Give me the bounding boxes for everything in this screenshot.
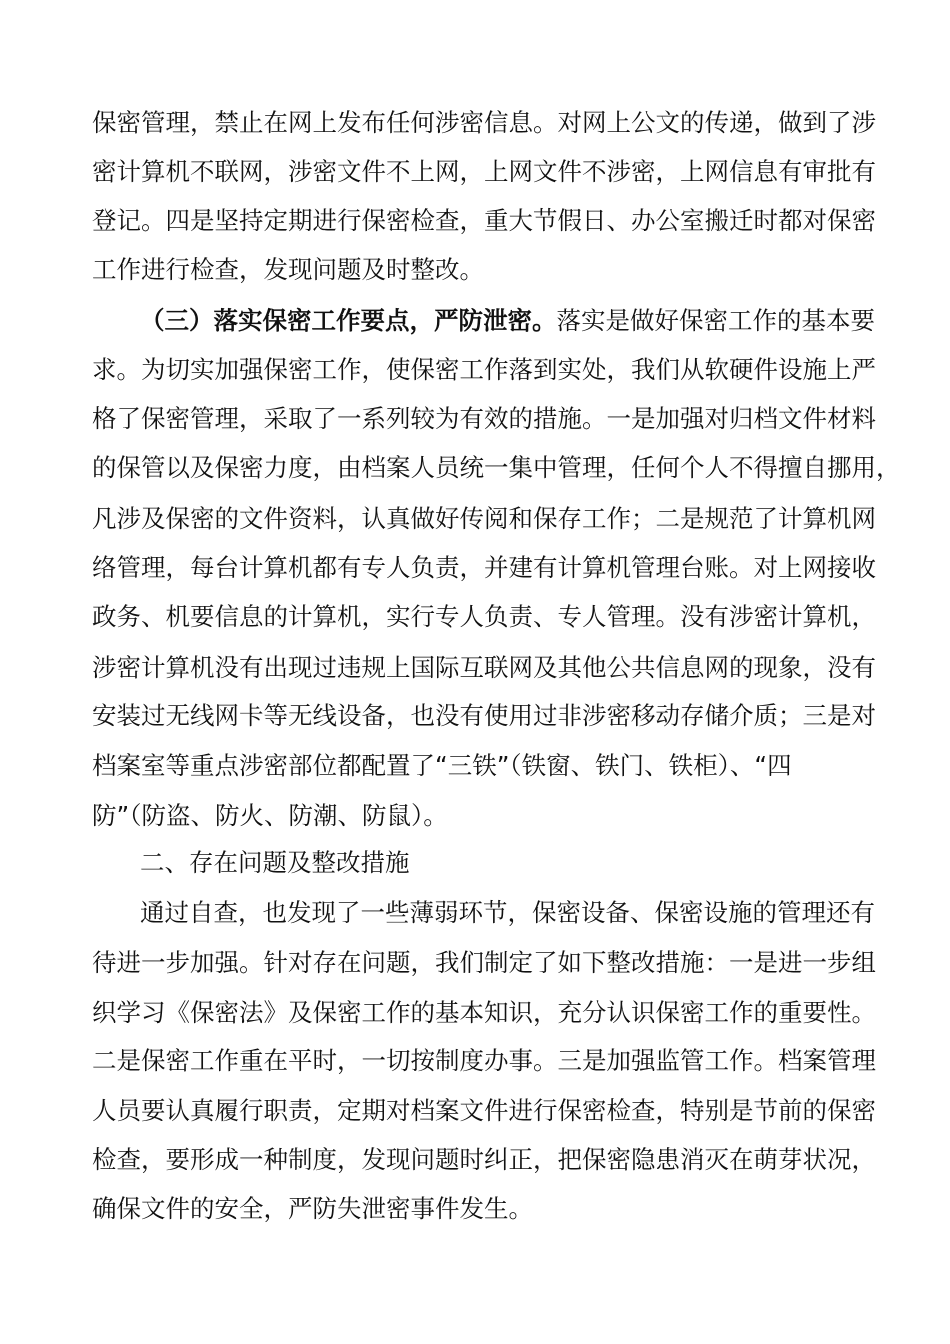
paragraph-line: 防”（防盗、防火、防潮、防鼠）。 <box>92 801 448 830</box>
paragraph-line: 人员要认真履行职责，定期对档案文件进行保密检查，特别是节前的保密 <box>92 1096 876 1125</box>
paragraph-line: 政务、机要信息的计算机，实行专人负责、专人管理。没有涉密计算机， <box>92 602 876 631</box>
paragraph-line: 二是保密工作重在平时，一切按制度办事。三是加强监管工作。档案管理 <box>92 1046 876 1075</box>
paragraph-line: 工作进行检查，发现问题及时整改。 <box>92 255 484 284</box>
paragraph-line: 凡涉及保密的文件资料，认真做好传阅和保存工作；二是规范了计算机网 <box>92 504 876 533</box>
section-heading: 二、存在问题及整改措施 <box>140 848 410 877</box>
paragraph-line: 登记。四是坚持定期进行保密检查，重大节假日、办公室搬迁时都对保密 <box>92 206 876 235</box>
paragraph-line: 求。为切实加强保密工作，使保密工作落到实处，我们从软硬件设施上严 <box>92 355 876 384</box>
paragraph-line: 密计算机不联网，涉密文件不上网，上网文件不涉密，上网信息有审批有 <box>92 157 876 186</box>
paragraph-line: 涉密计算机没有出现过违规上国际互联网及其他公共信息网的现象，没有 <box>92 653 876 682</box>
paragraph-line: 织学习《保密法》及保密工作的基本知识，充分认识保密工作的重要性。 <box>92 998 876 1027</box>
section-3-first-line <box>140 296 875 346</box>
paragraph-line: 保密管理，禁止在网上发布任何涉密信息。对网上公文的传递，做到了涉 <box>92 108 876 137</box>
paragraph-line: 络管理，每台计算机都有专人负责，并建有计算机管理台账。对上网接收 <box>92 553 876 582</box>
paragraph-line: 确保文件的安全，严防失泄密事件发生。 <box>92 1194 533 1223</box>
paragraph-line: 格了保密管理，采取了一系列较为有效的措施。一是加强对归档文件材料 <box>92 404 876 433</box>
paragraph-line: 档案室等重点涉密部位都配置了“三铁”（铁窗、铁门、铁柜）、“四 <box>92 751 792 780</box>
paragraph-line: 的保管以及保密力度，由档案人员统一集中管理，任何个人不得擅自挪用， <box>92 453 901 482</box>
section-3-heading: （三）落实保密工作要点，严防泄密。 <box>140 306 557 335</box>
paragraph-line: 安装过无线网卡等无线设备，也没有使用过非涉密移动存储介质；三是对 <box>92 701 876 730</box>
paragraph-line: 通过自查，也发现了一些薄弱环节，保密设备、保密设施的管理还有 <box>140 898 875 927</box>
paragraph-line: 检查，要形成一种制度，发现问题时纠正，把保密隐患消灭在萌芽状况， <box>92 1145 876 1174</box>
paragraph-line: 待进一步加强。针对存在问题，我们制定了如下整改措施：一是进一步组 <box>92 948 876 977</box>
paragraph-line: 落实是做好保密工作的基本要 <box>556 306 875 335</box>
